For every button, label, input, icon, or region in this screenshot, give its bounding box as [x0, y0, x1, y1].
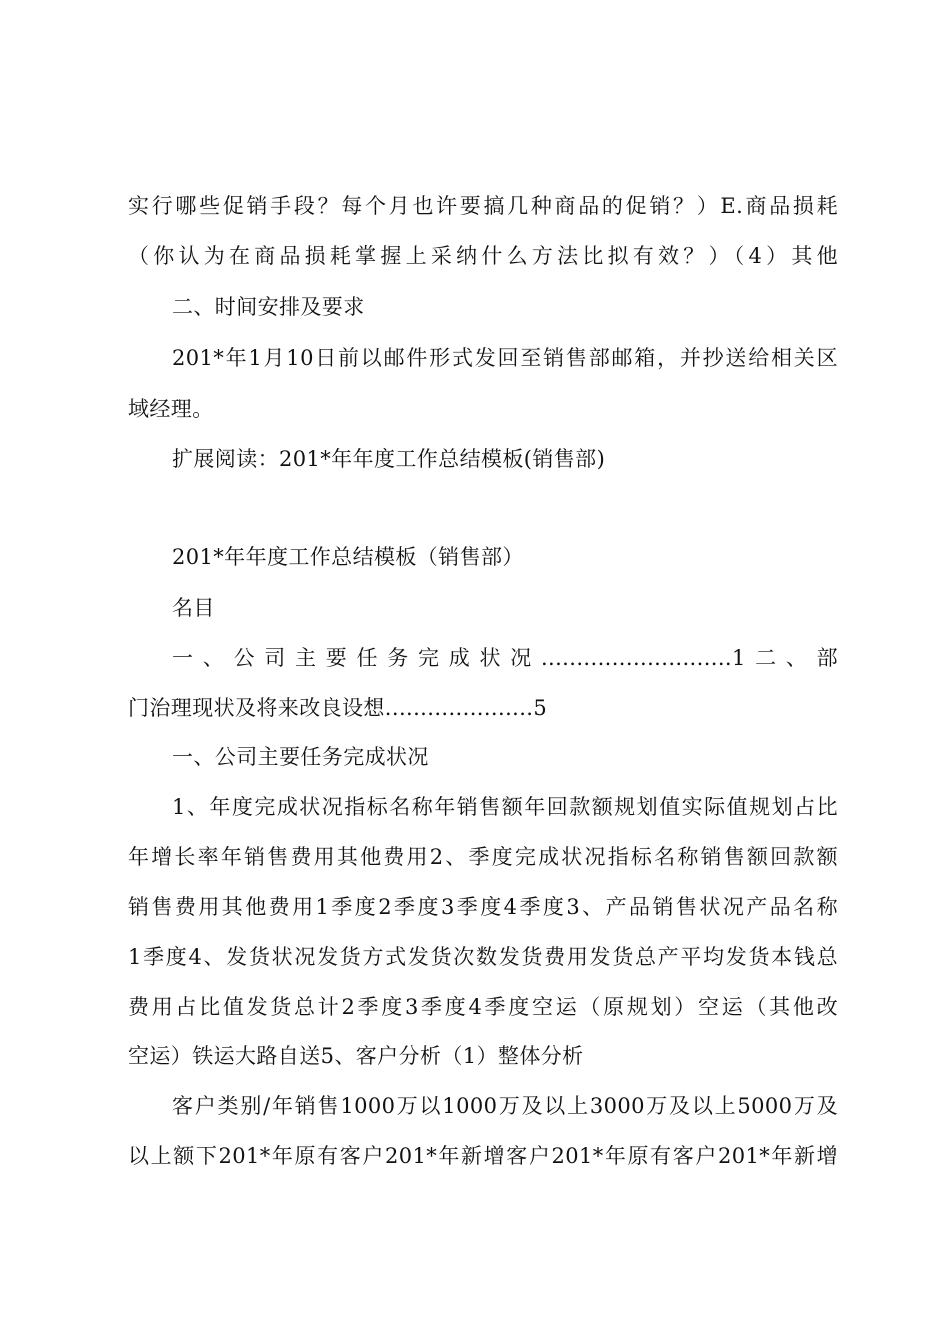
document-title: 201*年年度工作总结模板（销售部）: [172, 545, 524, 569]
body-text-line: 销售费用其他费用1季度2季度3季度4季度3、产品销售状况产品名称: [128, 895, 838, 919]
body-text-line: 客户类别/年销售1000万以1000万及以上3000万及以上5000万及: [172, 1094, 838, 1118]
toc-heading: 名目: [172, 596, 215, 620]
section-heading: 二、时间安排及要求: [172, 295, 365, 319]
body-text-line: 费用占比值发货总计2季度3季度4季度空运（原规划）空运（其他改: [128, 995, 838, 1019]
toc-entry: 门治理现状及将来改良设想.....................5: [128, 696, 548, 720]
toc-entry: 一、公司主要任务完成状况...........................1二、部: [172, 646, 838, 670]
extended-reading-label: 扩展阅读：201*年年度工作总结模板(销售部): [172, 447, 606, 471]
body-text-line: 年增长率年销售费用其他费用2、季度完成状况指标名称销售额回款额: [128, 845, 838, 869]
body-text-line: 实行哪些促销手段？每个月也许要搞几种商品的促销？）E.商品损耗: [128, 194, 838, 218]
body-text-line: 空运）铁运大路自送5、客户分析（1）整体分析: [128, 1044, 584, 1068]
body-text-line: 域经理。: [128, 397, 214, 421]
body-text-line: 以上额下201*年原有客户201*年新增客户201*年原有客户201*年新增: [128, 1144, 838, 1168]
body-text-line: 1季度4、发货状况发货方式发货次数发货费用发货总产平均发货本钱总: [128, 945, 838, 969]
body-text-line: （你认为在商品损耗掌握上采纳什么方法比拟有效？）（4）其他: [128, 244, 838, 268]
body-text-line: 201*年1月10日前以邮件形式发回至销售部邮箱，并抄送给相关区: [172, 346, 838, 370]
section-heading: 一、公司主要任务完成状况: [172, 745, 429, 769]
body-text-line: 1、年度完成状况指标名称年销售额年回款额规划值实际值规划占比: [172, 795, 838, 819]
